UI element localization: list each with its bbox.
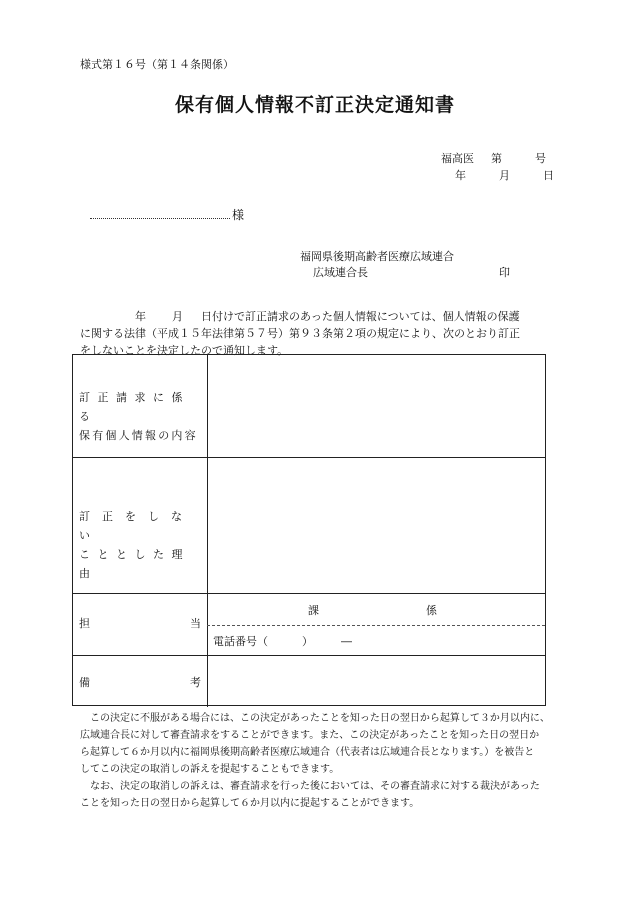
notice-1-line-3: ら起算して６か月以内に福岡県後期高齢者医療広域連合（代表者は広域連合長となります。）を被告と xyxy=(80,747,535,758)
date-year: 年 xyxy=(455,169,466,182)
label-remarks-text-1: 備 xyxy=(79,676,90,689)
label-reason-text-1: 訂正をしない xyxy=(79,510,194,542)
intro-line-3: をしないことを決定したので通知します。 xyxy=(80,344,289,357)
phone-label: 電話番号（ xyxy=(213,635,268,648)
date-month: 月 xyxy=(499,169,510,182)
seal-mark: 印 xyxy=(499,266,510,279)
table-divider-2 xyxy=(73,593,545,594)
intro-line-1 xyxy=(80,308,520,325)
reference-number xyxy=(441,150,546,166)
reference-date xyxy=(455,167,554,183)
reference-go: 号 xyxy=(535,152,546,165)
appeal-notice-paragraph-1 xyxy=(80,710,560,778)
label-reason xyxy=(73,507,207,583)
sender-organization: 福岡県後期高齢者医療広域連合 xyxy=(300,250,454,263)
appeal-notice-paragraph-2 xyxy=(80,778,560,812)
reference-prefix: 福高医 xyxy=(441,152,474,165)
notice-2-line-2: ことを知った日の翌日から起算して６か月以内に提起することができます。 xyxy=(80,798,420,809)
label-reason-line-1 xyxy=(73,507,207,545)
addressee-suffix: 様 xyxy=(232,208,245,222)
requested-info-field[interactable] xyxy=(208,355,545,456)
form-number: 様式第１６号（第１４条関係） xyxy=(80,58,234,71)
sender-title: 広域連合長 xyxy=(313,266,368,279)
notice-1-line-2: 広域連合長に対して審査請求をすることができます。また、この決定があったことを知った日の翌日か xyxy=(80,730,540,741)
label-remarks-text-2: 考 xyxy=(190,676,201,689)
label-remarks xyxy=(73,673,207,692)
intro-month: 月 xyxy=(172,310,183,323)
phone-dash: ― xyxy=(341,635,352,648)
label-reason-line-2 xyxy=(73,545,207,583)
reason-field[interactable] xyxy=(208,458,545,592)
remarks-field[interactable] xyxy=(208,656,545,706)
label-requested-info-line-1 xyxy=(73,388,207,426)
intro-line-1-text: 日付けで訂正請求のあった個人情報については、個人情報の保護 xyxy=(201,310,520,323)
label-requested-info-text-2: 保有個人情報の内容 xyxy=(79,429,198,442)
notice-1-line-4: してこの決定の取消しの訴えを提起することもできます。 xyxy=(80,764,340,775)
label-requested-info-text-1: 訂正請求に係る xyxy=(79,391,190,423)
label-staff-text-2: 当 xyxy=(190,617,201,630)
intro-year: 年 xyxy=(135,310,146,323)
staff-unit-label: 係 xyxy=(426,604,437,617)
label-staff xyxy=(73,614,207,633)
date-day: 日 xyxy=(543,169,554,182)
label-staff-text-1: 担 xyxy=(79,617,90,630)
intro-line-2: に関する法律（平成１５年法律第５７号）第９３条第２項の規定により、次のとおり訂正 xyxy=(80,327,520,340)
label-requested-info-line-2 xyxy=(73,426,207,445)
reference-dai: 第 xyxy=(491,152,502,165)
detail-table xyxy=(72,354,546,706)
label-reason-text-2: こととした理由 xyxy=(79,548,190,580)
label-requested-info xyxy=(73,388,207,445)
label-remarks-line xyxy=(73,673,207,692)
phone-number-row xyxy=(213,633,352,649)
intro-paragraph xyxy=(80,308,520,359)
notice-2-line-1: なお、決定の取消しの訴えは、審査請求を行った後においては、その審査請求に対する裁決があった xyxy=(90,781,540,792)
staff-section-label: 課 xyxy=(308,604,319,617)
staff-row-divider xyxy=(207,625,545,626)
notice-1-line-1: この決定に不服がある場合には、この決定があったことを知った日の翌日から起算して３か月以内に、 xyxy=(90,713,550,724)
phone-close: ） xyxy=(302,635,313,648)
label-staff-line xyxy=(73,614,207,633)
addressee-blank-line[interactable] xyxy=(90,218,230,219)
document-title: 保有個人情報不訂正決定通知書 xyxy=(174,94,455,116)
